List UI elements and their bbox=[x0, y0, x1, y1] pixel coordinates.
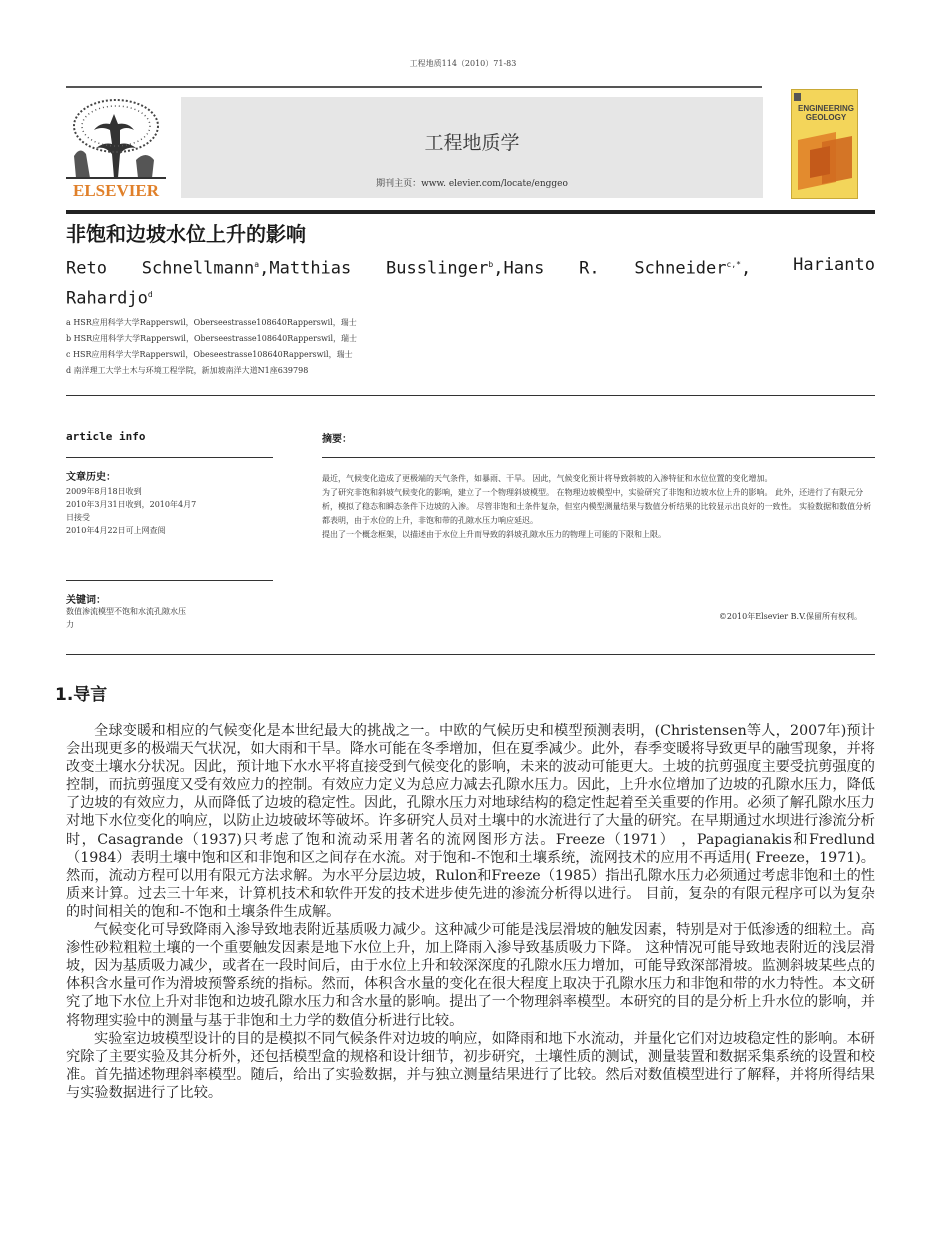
author-name-first[interactable]: Harianto bbox=[793, 255, 875, 275]
author-name-part bbox=[691, 250, 875, 280]
author-name[interactable]: Hans R. Schneider bbox=[503, 258, 727, 279]
author-name-part bbox=[66, 280, 153, 314]
copyright-notice: ©2010年Elsevier B.V.保留所有权利。 bbox=[718, 612, 862, 621]
keyword: 数值渗流模型不饱和水流孔隙水压 bbox=[66, 607, 186, 616]
history-item: 日接受 bbox=[66, 513, 90, 522]
elsevier-logo bbox=[66, 96, 166, 200]
cover-title: ENGINEERING GEOLOGY bbox=[797, 104, 854, 122]
author-name[interactable]: Matthias Busslinger bbox=[269, 258, 489, 279]
journal-homepage[interactable]: 期刊主页：www. elevier.com/locate/enggeo bbox=[376, 179, 568, 189]
history-item: 2009年8月18日收到 bbox=[66, 487, 142, 496]
author-separator: , bbox=[493, 258, 504, 279]
abstract-paragraph: 为了研究非饱和斜坡气候变化的影响，建立了一个物理斜坡模型。 在物理边坡模型中，实验研究了非饱和边坡水位上升的影响。 此外，还进行了有限元分析，模拟了稳态和瞬态条件下边坡的入渗。 尽管非饱和土条件复杂，但室内模型测量结果与数值分析结果的比较显示出良好的一致性。 实验数据和数值分析都表明，由于水位的上升，非饱和带的孔隙水压力响应延迟。 bbox=[322, 488, 872, 525]
publisher-wordmark: ELSEVIER bbox=[73, 181, 159, 200]
author-separator: , bbox=[740, 258, 752, 279]
author-name-last[interactable]: Rahardjo bbox=[66, 288, 148, 309]
keyword: 力 bbox=[66, 620, 74, 629]
journal-citation: 工程地质114（2010）71-83 bbox=[409, 59, 517, 68]
keywords-list bbox=[66, 605, 266, 631]
abstract-heading: 摘要： bbox=[322, 434, 352, 445]
affiliation: b HSR应用科学大学Rapperswil，Oberseestrasse108640Rapperswil，瑞士 bbox=[66, 334, 358, 343]
body-paragraph: 气候变化可导致降雨入渗导致地表附近基质吸力减少。这种减少可能是浅层滑坡的触发因素，特别是对于低渗透的细粒土。高渗性砂粒粗粒土壤的一个重要触发因素是地下水位上升，加上降雨入渗导致基质吸力下降。 这种情况可能导致地表附近的浅层滑坡，因为基质吸力减少，或者在一段时间后，由于水位上升和较深深度的孔隙水压力增加，可能导致深部滑坡。监测斜坡某些点的体积含水量可作为滑坡预警系统的指标。然而，体积含水量的变化在很大程度上取决于孔隙水压力和非饱和带的水力特性。本文研究了地下水位上升对非饱和边坡孔隙水压力和含水量的影响。提出了一个物理斜率模型。本研究的目的是分析上升水位的影响，并将物理实验中的测量与基于非饱和土力学的数值分析进行比较。 bbox=[66, 922, 875, 1029]
divider bbox=[322, 457, 875, 458]
author-sup: a bbox=[254, 260, 260, 269]
journal-title: 工程地质学 bbox=[424, 132, 520, 154]
divider bbox=[66, 580, 273, 581]
journal-cover-image bbox=[791, 89, 858, 199]
abstract-body bbox=[322, 472, 875, 542]
keywords-heading: 关键词： bbox=[66, 595, 106, 606]
divider bbox=[66, 654, 875, 655]
body-paragraph: 实验室边坡模型设计的目的是模拟不同气候条件对边坡的响应，如降雨和地下水流动，并量化它们对边坡稳定性的影响。本研究除了主要实验及其分析外，还包括模型盒的规格和设计细节，初步研究，土壤性质的测试，测量装置和数据采集系统的设置和校准。首先描述物理斜率模型。随后，给出了实验数据，并与独立测量结果进行了比较。然后对数值模型进行了解释，并将所得结果与实验数据进行了比较。 bbox=[66, 1030, 875, 1101]
history-item: 2010年4月22日可上网查阅 bbox=[66, 526, 166, 535]
header-rule bbox=[66, 86, 762, 88]
divider bbox=[66, 395, 875, 396]
author-sup: c,* bbox=[726, 260, 741, 269]
divider bbox=[66, 457, 273, 458]
section-title: 1.导言 bbox=[55, 685, 108, 705]
history-item: 2010年3月31日收到，2010年4月7 bbox=[66, 500, 197, 509]
abstract-paragraph: 提出了一个概念框架，以描述由于水位上升而导致的斜坡孔隙水压力的物理上可能的下限和上限。 bbox=[322, 530, 666, 539]
body-paragraph: 全球变暖和相应的气候变化是本世纪最大的挑战之一。中欧的气候历史和模型预测表明，(Christensen等人，2007年)预计会出现更多的极端天气状况，如大雨和干旱。降水可能在冬季增加，但在夏季减少。此外，春季变暖将导致更早的融雪现象，并将改变土壤水分状况。因此，预计地下水水平将直接受到气候变化的影响，未来的波动可能更大。土坡的抗剪强度主要受抗剪强度的控制，而抗剪强度又受有效应力的控制。有效应力定义为总应力减去孔隙水压力。因此，上升水位增加了边坡的孔隙水压力，降低了边坡的有效应力，从而降低了边坡的稳定性。因此，孔隙水压力对地球结构的稳定性起着至关重要的作用。必须了解孔隙水压力对地下水位变化的响应，以防止边坡破坏等破坏。许多研究人员对土壤中的水流进行了大量的研究。在早期通过水坝进行渗流分析时，Casagrande（1937)只考虑了饱和流动采用著名的流网图形方法。Freeze（1971） ，Papagianakis和Fredlund（1984）表明土壤中饱和区和非饱和区之间存在水流。对于饱和-不饱和土壤系统，流网技术的应用不再适用( Freeze，1971)。然而，流动方程可以用有限元方法求解。为水平分层边坡，Rulon和Freeze（1985）指出孔隙水压力必须通过考虑非饱和土的性质来计算。过去三十年来，计算机技术和软件开发的技术进步使先进的渗流分析得以进行。 目前，复杂的有限元程序可以为复杂的时间相关的饱和-不饱和土壤条件生成解。 bbox=[66, 723, 875, 920]
author-list bbox=[66, 250, 786, 284]
section-body bbox=[66, 722, 875, 1102]
author-separator: , bbox=[259, 258, 270, 279]
author-sup: d bbox=[147, 290, 153, 299]
history-list bbox=[66, 485, 266, 537]
title-rule bbox=[66, 210, 875, 214]
article-title: 非饱和边坡水位上升的影响 bbox=[66, 222, 306, 246]
author-sup: b bbox=[488, 260, 494, 269]
author-name[interactable]: Reto Schnellmann bbox=[66, 258, 255, 279]
affiliation: a HSR应用科学大学Rapperswil，Oberseestrasse108640Rapperswil，瑞士 bbox=[66, 318, 357, 327]
elsevier-tree-icon bbox=[66, 96, 166, 200]
affiliation: c HSR应用科学大学Rapperswil，Obeseestrasse108640Rapperswil，瑞士 bbox=[66, 350, 353, 359]
article-info-heading: article info bbox=[66, 430, 146, 443]
abstract-paragraph: 最近，气候变化造成了更极端的天气条件，如暴雨、干旱。 因此，气候变化预计将导致斜坡的入渗特征和水位位置的变化增加。 bbox=[322, 474, 773, 483]
history-heading: 文章历史： bbox=[66, 472, 116, 483]
affiliation: d 南洋理工大学土木与环境工程学院，新加坡南洋大道N1座639798 bbox=[66, 366, 309, 375]
